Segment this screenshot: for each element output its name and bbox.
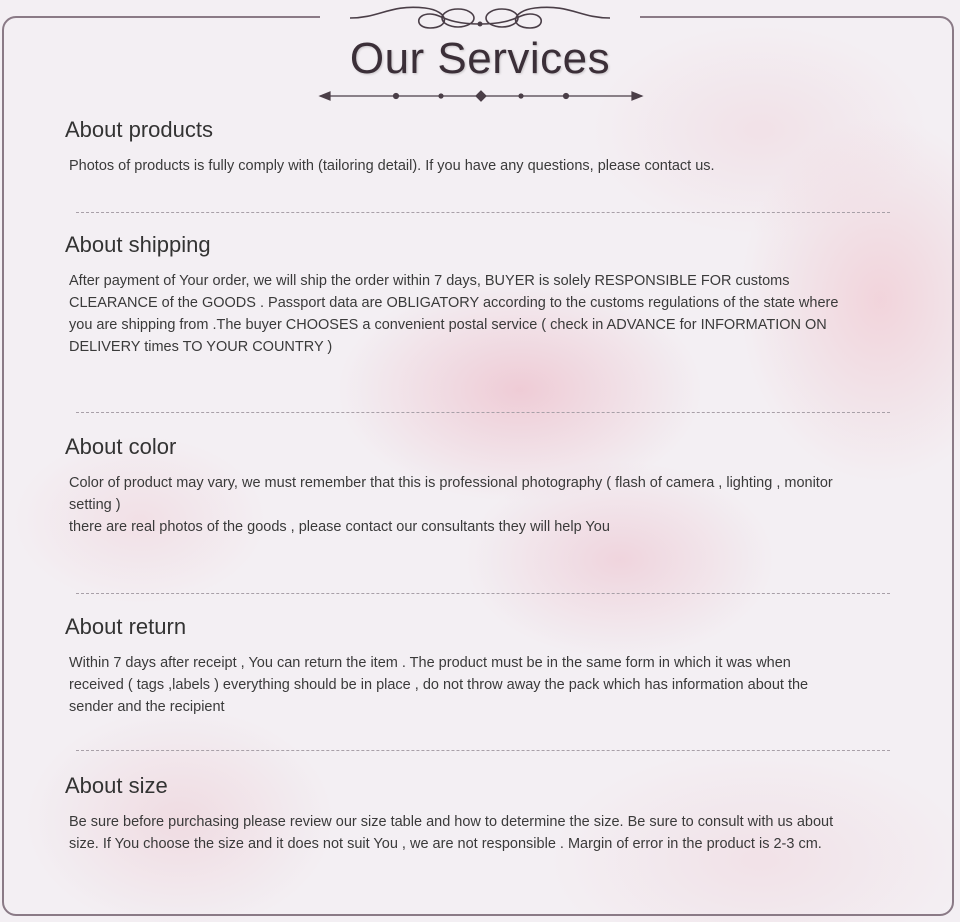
section-body-products: Photos of products is fully comply with (tailoring detail). If you have any questions, please contact us. [69,158,715,174]
section-heading-products: About products [65,117,213,142]
section-body-color: Color of product may vary, we must remember that this is professional photography ( flash of camera , lighting , monitor setting ) there are real photos of the goods , please contact our consultants they will help You [69,475,833,535]
top-flourish-ornament-icon [330,0,630,36]
section-body-size: Be sure before purchasing please review our size table and how to determine the size. Be sure to consult with us about size. If You choose the size and it does not suit You , we are not responsible . Margin of error in the product is 2-3 cm. [69,814,834,852]
section-heading-size: About size [65,773,168,798]
page-title: Our Services [349,34,611,83]
section-separator [76,212,890,213]
section-heading-return: About return [65,614,187,639]
section-body-return: Within 7 days after receipt , You can return the item . The product must be in the same form in which it was when received ( tags ,labels ) everything should be in place , do not throw away the pack which has information about the sender and the recipient [69,655,809,715]
section-separator [76,412,890,413]
section-heading-shipping: About shipping [65,232,211,257]
section-separator [76,750,890,751]
divider-ornament-icon [316,88,646,104]
section-heading-color: About color [65,434,177,459]
section-separator [76,593,890,594]
section-body-shipping: After payment of Your order, we will ship the order within 7 days, BUYER is solely RESPONSIBLE FOR customs CLEARANCE of the GOODS . Passport data are OBLIGATORY according to the customs regulations of the state where you are shipping from .The buyer CHOOSES a convenient postal service ( check in ADVANCE for INFORMATION ON DELIVERY times TO YOUR COUNTRY ) [69,273,839,355]
